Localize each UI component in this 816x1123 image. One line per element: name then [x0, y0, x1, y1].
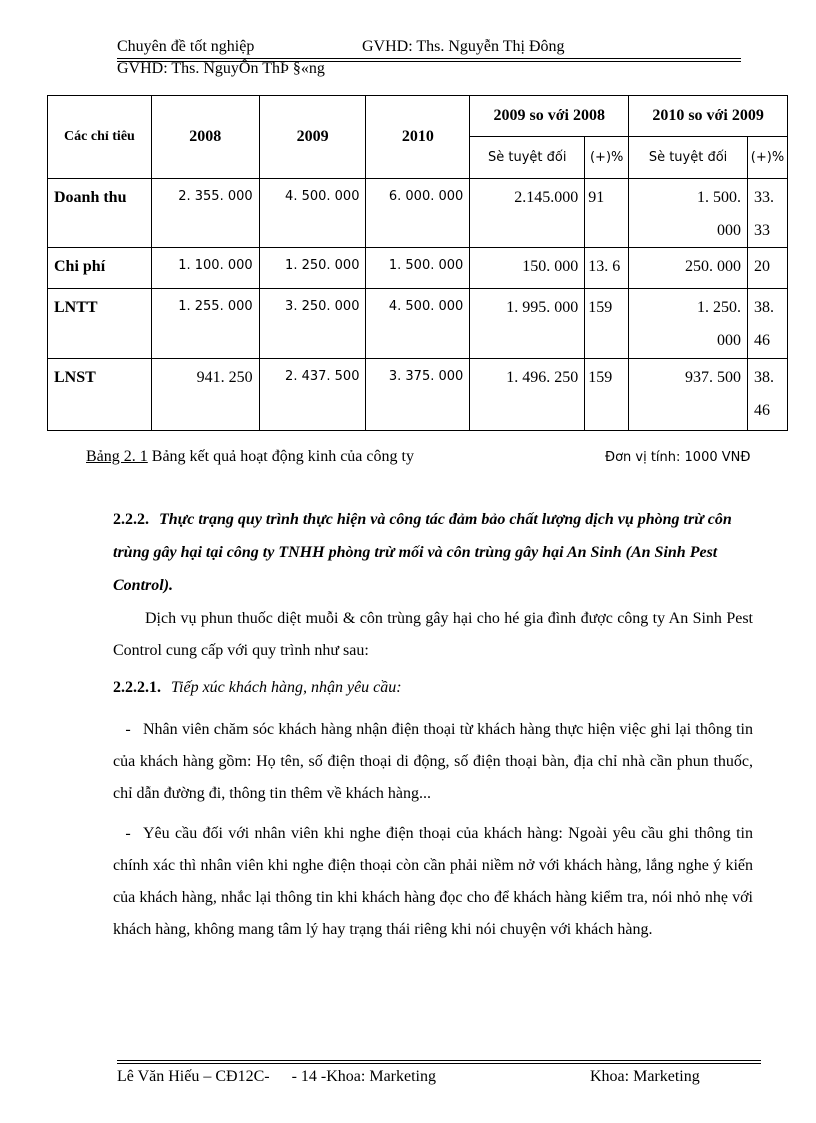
cell-pct-2-line2: 33	[753, 222, 770, 239]
footer-author: Lê Văn Hiếu – CĐ12C-	[117, 1068, 270, 1085]
cell-abs-2-line2: 000	[716, 222, 741, 239]
table-row	[48, 179, 788, 248]
cell-2009: 2. 437. 500	[259, 359, 366, 431]
page-number: - 14 -	[291, 1068, 327, 1085]
cell-2009: 4. 500. 000	[259, 179, 366, 248]
subheader-abs-2: Sè tuyệt đối	[629, 137, 748, 179]
row-label: Doanh thu	[48, 179, 152, 248]
subheader-abs-1: Sè tuyệt đối	[470, 137, 585, 179]
cell-2009: 3. 250. 000	[259, 289, 366, 359]
section-title: Thực trạng quy trình thực hiện và công tác đảm bảo chất lượng dịch vụ phòng trừ côn trùng gây hại tại công ty TNHH phòng trừ mối và côn trùng gây hại An Sinh (An Sinh Pest Control).	[113, 511, 732, 594]
table-caption	[86, 448, 414, 466]
footer-dept: Khoa: Marketing	[326, 1068, 436, 1085]
cell-pct-2	[747, 359, 787, 431]
cell-pct-2: 20	[747, 248, 787, 289]
row-label: LNST	[48, 359, 152, 431]
bullet-marker: -	[125, 825, 131, 842]
cell-abs-2-line1: 1. 500.	[696, 189, 741, 206]
col-header-2008: 2008	[151, 96, 259, 179]
cell-abs-2	[629, 289, 748, 359]
cell-2010: 6. 000. 000	[366, 179, 470, 248]
header-garbled: GVHD: Ths. NguyÔn ThÞ §«ng	[117, 60, 325, 77]
cell-2008: 941. 250	[151, 359, 259, 431]
col-header-cmp-2010-2009: 2010 so với 2009	[629, 96, 788, 137]
cell-2010: 3. 375. 000	[366, 359, 470, 431]
footer-left	[117, 1068, 436, 1086]
footer-right: Khoa: Marketing	[590, 1068, 700, 1085]
table-row	[48, 289, 788, 359]
cell-2008: 2. 355. 000	[151, 179, 259, 248]
table-row	[48, 359, 788, 431]
header-right: GVHD: Ths. Nguyễn Thị Đông	[362, 38, 565, 55]
footer-rule-2	[117, 1063, 761, 1064]
cell-2009: 1. 250. 000	[259, 248, 366, 289]
cell-pct-2-line1: 38.	[753, 299, 774, 316]
subsection-title: Tiếp xúc khách hàng, nhận yêu cầu:	[171, 679, 402, 696]
bullet-text: Yêu cầu đối với nhân viên khi nghe điện thoại của khách hàng: Ngoài yêu cầu ghi thông tin chính xác thì nhân viên khi nghe điện thoại còn cần phải niềm nở với khách hàng, lắng nghe ý kiến của khách hàng, nhắc lại thông tin khi khách hàng đọc cho để khách hàng kiểm tra, nói nhỏ nhẹ với khách hàng, không mang tâm lý hay trạng thái riêng khi nói chuyện với khách hàng.	[113, 825, 753, 938]
cell-abs-2	[629, 179, 748, 248]
header-left: Chuyên đề tốt nghiệp	[117, 38, 255, 55]
section-number: 2.2.2.	[113, 511, 149, 528]
subheader-pct-1: (+)%	[585, 137, 629, 179]
cell-abs-2-line1: 1. 250.	[696, 299, 741, 316]
footer-rule	[117, 1060, 761, 1061]
col-header-2010: 2010	[366, 96, 470, 179]
intro-paragraph: Dịch vụ phun thuốc diệt muỗi & côn trùng gây hại cho hé gia đình được công ty An Sinh Pest Control cung cấp với quy trình như sau:	[113, 610, 753, 659]
subsection-heading	[113, 679, 402, 697]
cell-abs-1: 150. 000	[470, 248, 585, 289]
subheader-pct-2: (+)%	[747, 137, 787, 179]
cell-pct-2-line1: 38.	[753, 369, 774, 386]
cell-pct-1: 159	[585, 359, 629, 431]
cell-pct-2-line1: 33.	[753, 189, 774, 206]
unit-note: Đơn vị tính: 1000 VNĐ	[605, 450, 751, 465]
caption-label: Bảng 2. 1	[86, 448, 148, 465]
cell-2010: 4. 500. 000	[366, 289, 470, 359]
cell-pct-2-line2: 46	[753, 402, 770, 419]
cell-2008: 1. 255. 000	[151, 289, 259, 359]
col-header-cmp-2009-2008: 2009 so với 2008	[470, 96, 629, 137]
cell-abs-2-line2: 000	[716, 332, 741, 349]
cell-pct-1: 13. 6	[585, 248, 629, 289]
subsection-number: 2.2.2.1.	[113, 679, 161, 696]
cell-pct-1: 91	[585, 179, 629, 248]
bullet-text: Nhân viên chăm sóc khách hàng nhận điện thoại từ khách hàng thực hiện việc ghi lại thông tin của khách hàng gồm: Họ tên, số điện thoại di động, số điện thoại bàn, địa chỉ nhà cần phun thuốc, chỉ dẫn đường đi, thông tin thêm về khách hàng...	[113, 721, 753, 802]
bullet-marker: -	[125, 721, 131, 738]
section-heading	[113, 503, 753, 602]
cell-abs-1: 1. 496. 250	[470, 359, 585, 431]
results-table	[47, 95, 788, 431]
cell-pct-2-line2: 46	[753, 332, 770, 349]
cell-abs-2: 250. 000	[629, 248, 748, 289]
cell-abs-1: 1. 995. 000	[470, 289, 585, 359]
cell-pct-2	[747, 179, 787, 248]
caption-text: Bảng kết quả hoạt động kinh của công ty	[147, 448, 414, 465]
bullet-item	[113, 714, 753, 810]
cell-2010: 1. 500. 000	[366, 248, 470, 289]
cell-pct-1: 159	[585, 289, 629, 359]
bullet-item	[113, 818, 753, 946]
cell-pct-2	[747, 289, 787, 359]
cell-abs-1: 2.145.000	[470, 179, 585, 248]
col-header-criteria: Các chỉ tiêu	[48, 96, 152, 179]
row-label: Chi phí	[48, 248, 152, 289]
header-rule	[117, 58, 741, 59]
row-label: LNTT	[48, 289, 152, 359]
cell-abs-2: 937. 500	[629, 359, 748, 431]
col-header-2009: 2009	[259, 96, 366, 179]
cell-2008: 1. 100. 000	[151, 248, 259, 289]
table-row	[48, 248, 788, 289]
